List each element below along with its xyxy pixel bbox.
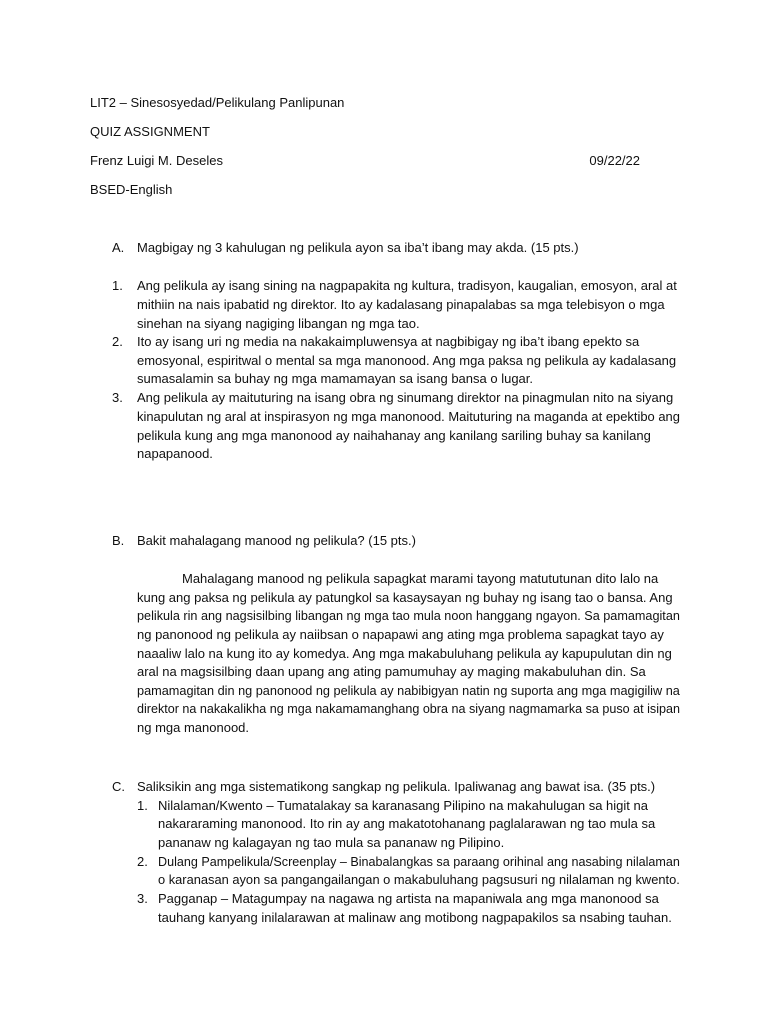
section-b-answer-line: naaaliw lalo na kung ito ay komedya. Ang mga makabuluhang pelikula ay kapupulutan din ng <box>137 646 672 661</box>
section-b-answer-line: ng panonood ng pelikula ay naiibsan o napapawi ang ating mga problema sapagkat tayo ay <box>137 627 664 642</box>
section-a-item-3-number: 3. <box>112 390 123 405</box>
assignment-type: QUIZ ASSIGNMENT <box>90 124 210 139</box>
section-a-item-3-line: napapanood. <box>137 446 213 461</box>
section-a-item-2-number: 2. <box>112 334 123 349</box>
section-a-marker: A. <box>112 240 125 255</box>
student-name: Frenz Luigi M. Deseles <box>90 153 223 168</box>
section-c-item-1-line: pananaw ng kalagayan ng tao mula sa pananaw ng Pilipino. <box>158 835 505 850</box>
section-c-item-3-line: Pagganap – Matagumpay na nagawa ng artista na mapaniwala ang mga manonood sa <box>158 891 659 906</box>
section-b-answer-line: pamamagitan din ng panonood ng pelikula ay nabibigyan natin ng suporta ang mga magigiliw na <box>137 683 680 698</box>
section-a-item-1-line: sinehan na siyang nagiging libangan ng mga tao. <box>137 316 420 331</box>
section-a-item-3-line: pelikula kung ang mga manonood ay naihahanay ang kanilang sariling buhay sa kanilang <box>137 428 651 443</box>
section-a-item-1-number: 1. <box>112 278 123 293</box>
assignment-date: 09/22/22 <box>589 153 640 168</box>
section-b-answer-line: ng mga manonood. <box>137 720 250 735</box>
course-title: LIT2 – Sinesosyedad/Pelikulang Panlipunan <box>90 95 345 110</box>
section-a-item-1-line: Ang pelikula ay isang sining na nagpapakita ng kultura, tradisyon, kaugalian, emosyon, aral at <box>137 278 677 293</box>
section-b-question: Bakit mahalagang manood ng pelikula? (15 pts.) <box>137 533 416 548</box>
section-a-item-2-line: emosyonal, espiritwal o mental sa mga manonood. Ang mga paksa ng pelikula ay kadalasang <box>137 353 677 368</box>
section-c-item-3-line: tauhang kanyang inilalarawan at malinaw ang motibong nagpapakilos sa nsabing tauhan. <box>158 910 672 925</box>
section-c-item-1-number: 1. <box>137 798 148 813</box>
section-c-item-3-number: 3. <box>137 891 148 906</box>
section-c-marker: C. <box>112 779 125 794</box>
section-b-marker: B. <box>112 533 125 548</box>
section-c-item-2-line: Dulang Pampelikula/Screenplay – Binabalangkas sa paraang orihinal ang nasabing nilalaman <box>158 854 680 869</box>
section-c-item-1-line: Nilalaman/Kwento – Tumatalakay sa karanasang Pilipino na makahulugan sa higit na <box>158 798 648 813</box>
section-a-item-3-line: kinapulutan ng aral at inspirasyon ng mga manonood. Maituturing na maganda at epektibo ang <box>137 409 680 424</box>
section-a-item-1-line: mithiin na nais ipabatid ng direktor. Ito ay kadalasang pinapalabas sa mga telebisyon o mga <box>137 297 665 312</box>
section-a-item-2-line: Ito ay isang uri ng media na nakakaimpluwensya at nagbibigay ng iba’t ibang epekto sa <box>137 334 640 349</box>
student-program: BSED-English <box>90 182 173 197</box>
section-c-question: Saliksikin ang mga sistematikong sangkap ng pelikula. Ipaliwanag ang bawat isa. (35 pts.) <box>137 779 656 794</box>
section-a-question: Magbigay ng 3 kahulugan ng pelikula ayon sa iba’t ibang may akda. (15 pts.) <box>137 240 579 255</box>
section-b-answer-line: pelikula rin ang nagsisilbing libangan ng mga tao mula noon hanggang ngayon. Sa pamamagitan <box>137 608 680 623</box>
section-b-answer-line: aral na magsisilbing daan upang ang ating pamumuhay ay maging makabuluhan din. Sa <box>137 664 646 679</box>
section-b-answer-line: Mahalagang manood ng pelikula sapagkat marami tayong matututunan dito lalo na <box>182 571 659 586</box>
section-b-answer-line: kung ang paksa ng pelikula ay patungkol sa kasaysayan ng buhay ng isang tao o bansa. Ang <box>137 590 673 605</box>
section-c-item-2-number: 2. <box>137 854 148 869</box>
section-c-item-2-line: o karanasan ayon sa pangangailangan o makabuluhang pagsusuri ng nilalaman ng kwento. <box>158 872 680 887</box>
section-c-item-1-line: nakararaming manonood. Ito rin ay ang makatotohanang paglalarawan ng tao mula sa <box>158 816 656 831</box>
section-b-answer-line: direktor na nakakalikha ng mga nakamamanghang obra na siyang nagmamarka sa puso at isipan <box>137 701 680 716</box>
section-a-item-2-line: sumasalamin sa buhay ng mga mamamayan sa isang bansa o lugar. <box>137 371 533 386</box>
section-a-item-3-line: Ang pelikula ay maituturing na isang obra ng sinumang direktor na pinagmulan nito na siyang <box>137 390 674 405</box>
